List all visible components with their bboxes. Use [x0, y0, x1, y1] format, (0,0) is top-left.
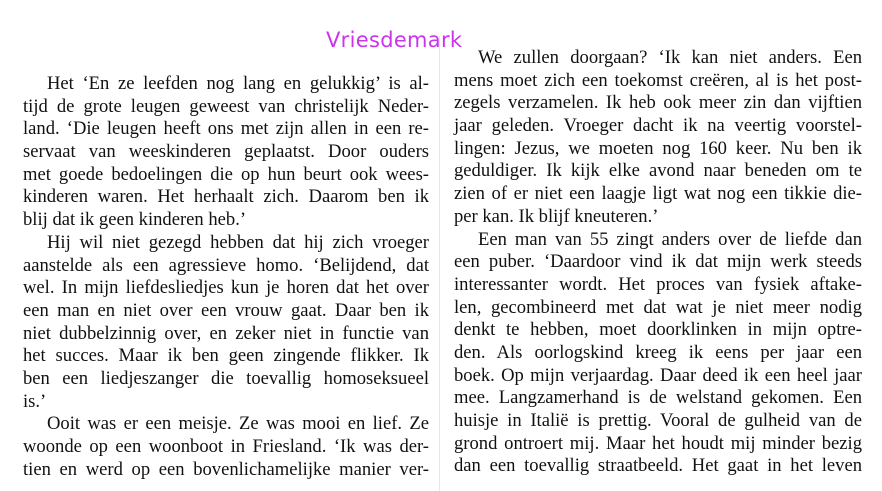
text-line: We zullen doorgaan? ‘Ik kan niet anders. Een: [478, 47, 862, 68]
text-line: Hij wil niet gezegd hebben dat hij zich vroeger: [47, 231, 429, 253]
left-column: [23, 73, 429, 481]
text-line: Een man van 55 zingt anders over de liefde dan: [478, 228, 862, 250]
text-line: ben een liedjeszanger die toevallig homoseksueel: [23, 367, 429, 389]
text-line: grond ontroert mij. Maar het houdt mij minder bezig: [454, 432, 862, 454]
text-line: niet dubbelzinnig over, en zeker niet in functie van: [23, 322, 429, 344]
text-line: denkt te hebben, moet doorklinken in mijn optre-: [454, 319, 862, 341]
text-line: is.’: [23, 390, 47, 412]
header-label: Vriesdemark: [326, 28, 463, 52]
text-line: Ooit was er een meisje. Ze was mooi en lief. Ze: [47, 413, 429, 435]
text-line: mens moet zich een toekomst creëren, al is het post-: [454, 69, 862, 91]
text-line: dan een toevallig straatbeeld. Het gaat in het leven: [454, 455, 862, 477]
text-line: per kan. Ik blijf kneuteren.’: [454, 205, 659, 227]
text-line: woonde op een woonboot in Friesland. ‘Ik was der-: [23, 436, 429, 457]
text-line: een man en niet over een vrouw gaat. Daar ben ik: [23, 299, 429, 321]
text-line: lingen: Jezus, we moeten nog 160 keer. Nu ben ik: [454, 137, 862, 159]
text-line: den. Als oorlogskind kreeg ik eens per jaar een: [454, 341, 862, 363]
text-line: zien of er niet een laagje ligt wat nog een tikkie die-: [454, 183, 862, 205]
text-line: tien en werd op een bovenlichamelijke manier ver-: [23, 458, 429, 480]
text-line: zegels verzamelen. Ik heb ook meer zin dan vijftien: [454, 92, 862, 114]
text-line: met goede bedoelingen die op hun beurt ook wees-: [23, 163, 429, 185]
text-line: interessanter wordt. Het proces van fysiek aftake-: [454, 273, 862, 295]
text-line: mee. Langzamerhand is de welstand gekomen. Een: [454, 387, 862, 409]
text-line: boek. Op mijn verjaardag. Daar deed ik een heel jaar: [454, 364, 862, 386]
text-line: kinderen waren. Het herhaalt zich. Daarom ben ik: [23, 186, 429, 208]
right-column: [454, 47, 862, 478]
text-line: het succes. Maar ik ben geen zingende flikker. Ik: [23, 345, 429, 367]
column-divider: [439, 36, 440, 491]
text-line: Het ‘En ze leefden nog lang en gelukkig’ is al-: [47, 73, 429, 94]
text-line: wel. In mijn liefdesliedjes kun je horen dat het over: [23, 277, 429, 299]
text-line: len, gecombineerd met dat wat je niet meer nodig: [454, 296, 862, 318]
text-line: aanstelde als een agressieve homo. ‘Belijdend, dat: [23, 254, 429, 276]
text-line: een puber. ‘Daardoor vind ik dat mijn werk steeds: [454, 251, 862, 273]
text-line: land. ‘Die leugen heeft ons met zijn allen in een re-: [23, 118, 429, 140]
text-line: jaar geleden. Vroeger dacht ik na veertig voorstel-: [454, 115, 862, 137]
text-line: geduldiger. Ik kijk elke avond naar beneden om te: [454, 160, 862, 182]
text-line: servaat van weeskinderen geplaatst. Door ouders: [23, 141, 429, 163]
text-line: blij dat ik geen kinderen heb.’: [23, 209, 247, 231]
text-line: tijd de grote leugen geweest van christelijk Neder-: [23, 95, 429, 117]
text-line: huisje in Italië is prettig. Vooral de gulheid van de: [454, 410, 862, 431]
